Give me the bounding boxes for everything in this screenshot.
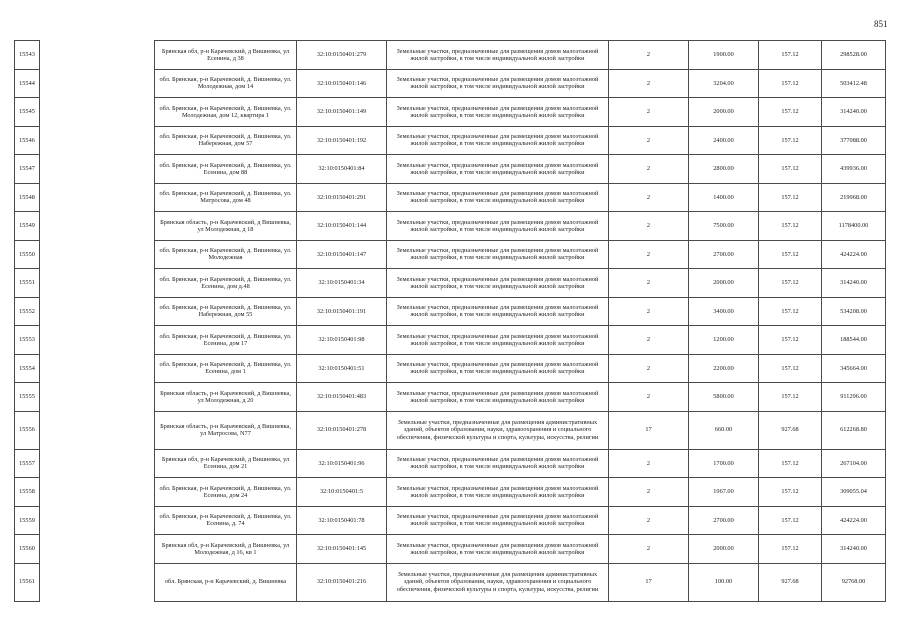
table-row [15,535,886,564]
table-row [15,212,886,241]
land-purpose-cell: Земельные участки, предназначенные для размещения домов малоэтажной жилой застройки, в том числе индивидуальной жилой застройки [387,126,609,155]
address-cell: обл. Брянская, р-н Карачевский, д. Вишневка, ул. Есенина, дом 1 [155,354,297,383]
spacer-cell [40,69,155,98]
address-cell: обл. Брянская, р-н Карачевский, д. Вишневка, ул. Есенина, дом 17 [155,326,297,355]
cadastral-value-cell: 439936.00 [822,155,886,184]
row-number-cell: 15561 [15,563,40,601]
table-row [15,269,886,298]
area-cell: 2000.00 [689,98,759,127]
rate-cell: 157.12 [759,41,822,70]
rate-cell: 927.68 [759,411,822,449]
land-purpose-cell: Земельные участки, предназначенные для размещения домов малоэтажной жилой застройки, в том числе индивидуальной жилой застройки [387,506,609,535]
spacer-cell [40,535,155,564]
row-number-cell: 15551 [15,269,40,298]
spacer-cell [40,563,155,601]
cadastral-value-cell: 911296.00 [822,383,886,412]
rate-cell: 157.12 [759,506,822,535]
cadastral-value-cell: 612268.80 [822,411,886,449]
spacer-cell [40,98,155,127]
cadastral-value-cell: 314240.00 [822,269,886,298]
rate-cell: 157.12 [759,383,822,412]
address-cell: обл. Брянская, р-н Карачевский, д. Вишневка, ул. Молодежная, дом 14 [155,69,297,98]
rate-cell: 157.12 [759,126,822,155]
group-code-cell: 2 [609,212,689,241]
cadastral-value-cell: 503412.48 [822,69,886,98]
group-code-cell: 2 [609,383,689,412]
spacer-cell [40,240,155,269]
land-purpose-cell: Земельные участки, предназначенные для размещения домов малоэтажной жилой застройки, в том числе индивидуальной жилой застройки [387,478,609,507]
area-cell: 1400.00 [689,183,759,212]
address-cell: обл. Брянская, р-н Карачевский, д. Вишневка, ул. Есенина, д. 74 [155,506,297,535]
rate-cell: 157.12 [759,212,822,241]
cadastral-number-cell: 32:10:0150401:145 [297,535,387,564]
cadastral-number-cell: 32:10:0150401:216 [297,563,387,601]
spacer-cell [40,449,155,478]
spacer-cell [40,212,155,241]
row-number-cell: 15549 [15,212,40,241]
rate-cell: 927.68 [759,563,822,601]
group-code-cell: 2 [609,183,689,212]
cadastral-number-cell: 32:10:0150401:192 [297,126,387,155]
spacer-cell [40,411,155,449]
table-row [15,563,886,601]
spacer-cell [40,183,155,212]
cadastral-value-cell: 534208.00 [822,297,886,326]
rate-cell: 157.12 [759,155,822,184]
land-purpose-cell: Земельные участки, предназначенные для размещения домов малоэтажной жилой застройки, в том числе индивидуальной жилой застройки [387,326,609,355]
area-cell: 1700.00 [689,449,759,478]
cadastral-number-cell: 32:10:0150401:191 [297,297,387,326]
spacer-cell [40,354,155,383]
land-purpose-cell: Земельные участки, предназначенные для размещения административных зданий, объектов образования, науки, здравоохранения и социального обеспечения, физической культуры и спорта, культуры, искусства, религии [387,411,609,449]
rate-cell: 157.12 [759,240,822,269]
cadastral-value-cell: 424224.00 [822,240,886,269]
row-number-cell: 15555 [15,383,40,412]
row-number-cell: 15554 [15,354,40,383]
area-cell: 660.00 [689,411,759,449]
group-code-cell: 17 [609,411,689,449]
row-number-cell: 15560 [15,535,40,564]
area-cell: 2700.00 [689,506,759,535]
address-cell: Брянская обл, р-н Карачевский, д Вишневка, ул Есенина, д 38 [155,41,297,70]
row-number-cell: 15552 [15,297,40,326]
area-cell: 5800.00 [689,383,759,412]
cadastral-value-cell: 345664.00 [822,354,886,383]
cadastral-value-cell: 188544.00 [822,326,886,355]
group-code-cell: 17 [609,563,689,601]
area-cell: 3204.00 [689,69,759,98]
cadastral-value-cell: 298528.00 [822,41,886,70]
register-sheet [14,40,886,602]
land-purpose-cell: Земельные участки, предназначенные для размещения домов малоэтажной жилой застройки, в том числе индивидуальной жилой застройки [387,383,609,412]
address-cell: обл. Брянская, р-н Карачевский, д. Вишневка, ул. Молодежная, дом 12, квартира 1 [155,98,297,127]
group-code-cell: 2 [609,326,689,355]
cadastral-number-cell: 32:10:0150401:84 [297,155,387,184]
land-purpose-cell: Земельные участки, предназначенные для размещения домов малоэтажной жилой застройки, в том числе индивидуальной жилой застройки [387,240,609,269]
cadastral-value-cell: 92768.00 [822,563,886,601]
spacer-cell [40,506,155,535]
area-cell: 2000.00 [689,269,759,298]
group-code-cell: 2 [609,535,689,564]
land-purpose-cell: Земельные участки, предназначенные для размещения домов малоэтажной жилой застройки, в том числе индивидуальной жилой застройки [387,269,609,298]
cadastral-number-cell: 32:10:0150401:34 [297,269,387,298]
cadastral-number-cell: 32:10:0150401:279 [297,41,387,70]
group-code-cell: 2 [609,98,689,127]
group-code-cell: 2 [609,41,689,70]
area-cell: 2000.00 [689,535,759,564]
table-row [15,411,886,449]
cadastral-value-cell: 377088.00 [822,126,886,155]
table-row [15,126,886,155]
rate-cell: 157.12 [759,449,822,478]
row-number-cell: 15556 [15,411,40,449]
area-cell: 2700.00 [689,240,759,269]
group-code-cell: 2 [609,506,689,535]
table-row [15,449,886,478]
rate-cell: 157.12 [759,297,822,326]
rate-cell: 157.12 [759,535,822,564]
group-code-cell: 2 [609,69,689,98]
group-code-cell: 2 [609,449,689,478]
address-cell: обл. Брянская, р-н Карачевский, д. Вишневка, ул. Есенина, дом д.48 [155,269,297,298]
row-number-cell: 15544 [15,69,40,98]
table-row [15,69,886,98]
land-register-table [14,40,886,602]
land-purpose-cell: Земельные участки, предназначенные для размещения домов малоэтажной жилой застройки, в том числе индивидуальной жилой застройки [387,98,609,127]
cadastral-number-cell: 32:10:0150401:149 [297,98,387,127]
table-row [15,478,886,507]
cadastral-number-cell: 32:10:0150401:146 [297,69,387,98]
rate-cell: 157.12 [759,326,822,355]
area-cell: 100.00 [689,563,759,601]
row-number-cell: 15546 [15,126,40,155]
row-number-cell: 15547 [15,155,40,184]
row-number-cell: 15558 [15,478,40,507]
rate-cell: 157.12 [759,69,822,98]
land-purpose-cell: Земельные участки, предназначенные для размещения домов малоэтажной жилой застройки, в том числе индивидуальной жилой застройки [387,69,609,98]
group-code-cell: 2 [609,240,689,269]
area-cell: 2800.00 [689,155,759,184]
land-purpose-cell: Земельные участки, предназначенные для размещения домов малоэтажной жилой застройки, в том числе индивидуальной жилой застройки [387,41,609,70]
table-row [15,506,886,535]
address-cell: обл. Брянская, р-н Карачевский, д. Вишневка, ул. Набережная, дом 55 [155,297,297,326]
spacer-cell [40,297,155,326]
address-cell: обл. Брянская, р-н Карачевский, д. Вишневка, ул. Матросова, дом 48 [155,183,297,212]
rate-cell: 157.12 [759,98,822,127]
area-cell: 1967.00 [689,478,759,507]
group-code-cell: 2 [609,297,689,326]
address-cell: обл. Брянская, р-н Карачевский, д. Вишневка, ул. Молодежная [155,240,297,269]
land-purpose-cell: Земельные участки, предназначенные для размещения домов малоэтажной жилой застройки, в том числе индивидуальной жилой застройки [387,297,609,326]
cadastral-value-cell: 424224.00 [822,506,886,535]
group-code-cell: 2 [609,269,689,298]
row-number-cell: 15559 [15,506,40,535]
group-code-cell: 2 [609,126,689,155]
land-purpose-cell: Земельные участки, предназначенные для размещения административных зданий, объектов образования, науки, здравоохранения и социального обеспечения, физической культуры и спорта, культуры, искусства, религии [387,563,609,601]
cadastral-number-cell: 32:10:0150401:147 [297,240,387,269]
address-cell: обл. Брянская, р-н Карачевский, д. Вишневка, ул. Есенина, дом 88 [155,155,297,184]
cadastral-value-cell: 314240.00 [822,98,886,127]
cadastral-number-cell: 32:10:0150401:78 [297,506,387,535]
address-cell: Брянская обл, р-н Карачевский, д Вишневка, ул Молодежная, д 16, кв 1 [155,535,297,564]
land-purpose-cell: Земельные участки, предназначенные для размещения домов малоэтажной жилой застройки, в том числе индивидуальной жилой застройки [387,535,609,564]
cadastral-value-cell: 219968.00 [822,183,886,212]
address-cell: Брянская область, р-н Карачевский, д Вишневка, ул Матросова, N77 [155,411,297,449]
cadastral-number-cell: 32:10:0150401:98 [297,326,387,355]
table-row [15,297,886,326]
group-code-cell: 2 [609,354,689,383]
cadastral-number-cell: 32:10:0150401:483 [297,383,387,412]
rate-cell: 157.12 [759,478,822,507]
table-row [15,155,886,184]
area-cell: 2200.00 [689,354,759,383]
table-row [15,41,886,70]
land-purpose-cell: Земельные участки, предназначенные для размещения домов малоэтажной жилой застройки, в том числе индивидуальной жилой застройки [387,449,609,478]
address-cell: Брянская область, р-н Карачевский, д Вишневка, ул Молодежная, д 18 [155,212,297,241]
cadastral-number-cell: 32:10:0150401:5 [297,478,387,507]
area-cell: 7500.00 [689,212,759,241]
area-cell: 1200.00 [689,326,759,355]
table-row [15,326,886,355]
spacer-cell [40,126,155,155]
spacer-cell [40,383,155,412]
cadastral-value-cell: 1178400.00 [822,212,886,241]
group-code-cell: 2 [609,478,689,507]
land-purpose-cell: Земельные участки, предназначенные для размещения домов малоэтажной жилой застройки, в том числе индивидуальной жилой застройки [387,183,609,212]
row-number-cell: 15550 [15,240,40,269]
cadastral-number-cell: 32:10:0150401:96 [297,449,387,478]
cadastral-value-cell: 309055.04 [822,478,886,507]
cadastral-number-cell: 32:10:0150401:144 [297,212,387,241]
address-cell: обл. Брянская, р-н Карачевский, д. Вишневка, ул. Есенина, дом 24 [155,478,297,507]
cadastral-number-cell: 32:10:0150401:278 [297,411,387,449]
area-cell: 3400.00 [689,297,759,326]
address-cell: Брянская область, р-н Карачевский, д Вишневка, ул Молодежная, д 20 [155,383,297,412]
cadastral-value-cell: 267104.00 [822,449,886,478]
spacer-cell [40,478,155,507]
cadastral-value-cell: 314240.00 [822,535,886,564]
spacer-cell [40,41,155,70]
address-cell: Брянская обл, р-н Карачевский, д Вишневка, ул Есенина, дом 21 [155,449,297,478]
land-purpose-cell: Земельные участки, предназначенные для размещения домов малоэтажной жилой застройки, в том числе индивидуальной жилой застройки [387,354,609,383]
land-purpose-cell: Земельные участки, предназначенные для размещения домов малоэтажной жилой застройки, в том числе индивидуальной жилой застройки [387,155,609,184]
table-body [15,41,886,602]
row-number-cell: 15548 [15,183,40,212]
spacer-cell [40,326,155,355]
land-purpose-cell: Земельные участки, предназначенные для размещения домов малоэтажной жилой застройки, в том числе индивидуальной жилой застройки [387,212,609,241]
spacer-cell [40,155,155,184]
table-row [15,383,886,412]
cadastral-number-cell: 32:10:0150401:291 [297,183,387,212]
cadastral-number-cell: 32:10:0150401:51 [297,354,387,383]
table-row [15,354,886,383]
group-code-cell: 2 [609,155,689,184]
rate-cell: 157.12 [759,269,822,298]
row-number-cell: 15545 [15,98,40,127]
address-cell: обл. Брянская, р-н Карачевский, д. Вишневка [155,563,297,601]
area-cell: 2400.00 [689,126,759,155]
page-number: 851 [874,19,888,29]
row-number-cell: 15553 [15,326,40,355]
table-row [15,98,886,127]
table-row [15,183,886,212]
rate-cell: 157.12 [759,183,822,212]
rate-cell: 157.12 [759,354,822,383]
area-cell: 1900.00 [689,41,759,70]
row-number-cell: 15557 [15,449,40,478]
spacer-cell [40,269,155,298]
table-row [15,240,886,269]
address-cell: обл. Брянская, р-н Карачевский, д. Вишневка, ул. Набережная, дом 57 [155,126,297,155]
row-number-cell: 15543 [15,41,40,70]
